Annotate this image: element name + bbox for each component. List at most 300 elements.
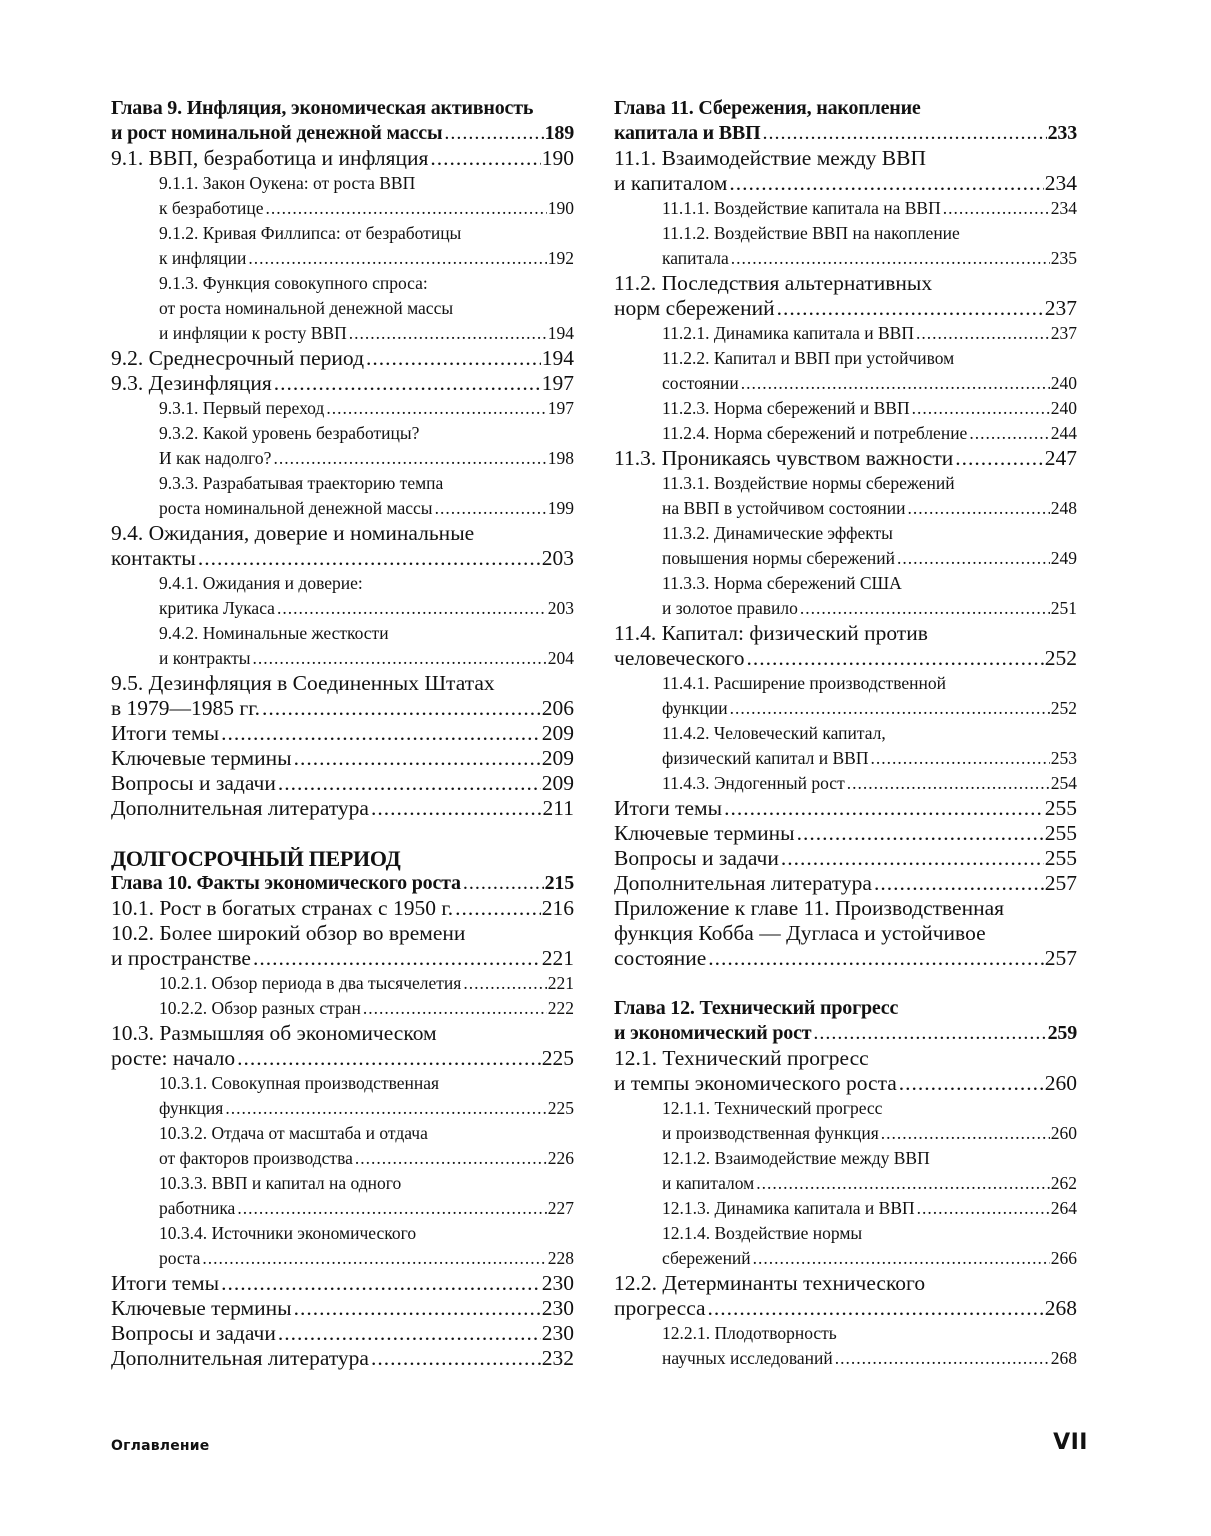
dot-leader bbox=[277, 596, 547, 621]
toc-entry-line bbox=[662, 371, 1077, 396]
toc-page-number: 204 bbox=[547, 648, 574, 668]
toc-entry-line bbox=[662, 1246, 1077, 1271]
toc-entry-title: Вопросы и задачи bbox=[111, 1321, 276, 1345]
toc-entry-title: норм сбережений bbox=[614, 296, 775, 320]
toc-entry-title: контакты bbox=[111, 546, 196, 570]
toc-entry-line bbox=[614, 1021, 1077, 1046]
toc-page-number: 228 bbox=[547, 1248, 574, 1268]
toc-page-number: 254 bbox=[1050, 773, 1077, 793]
toc-entry-line bbox=[159, 496, 574, 521]
toc-entry-title-line: 11.1. Взаимодействие между ВВП bbox=[614, 146, 926, 170]
toc-entry-title: 11.2.4. Норма сбережений и потребление bbox=[662, 423, 968, 443]
dot-leader bbox=[916, 321, 1050, 346]
toc-section-entry[interactable] bbox=[111, 146, 574, 171]
toc-page-number: 225 bbox=[547, 1098, 574, 1118]
dot-leader bbox=[955, 446, 1044, 471]
toc-subsection-entry[interactable] bbox=[614, 1196, 1077, 1221]
toc-chapter-entry[interactable] bbox=[614, 96, 1077, 146]
toc-entry-title-line: 10.2. Более широкий обзор во времени bbox=[111, 921, 466, 945]
toc-page-number: 255 bbox=[1044, 846, 1077, 870]
toc-entry-line bbox=[159, 1096, 574, 1121]
footer-label: Оглавление bbox=[111, 1438, 210, 1454]
toc-entry-line bbox=[614, 946, 1077, 971]
dot-leader bbox=[430, 146, 540, 171]
toc-entry-title-line: 12.2.1. Плодотворность bbox=[662, 1323, 837, 1343]
toc-entry-line bbox=[159, 1246, 574, 1271]
toc-page-number: 262 bbox=[1050, 1173, 1077, 1193]
toc-page-number: 227 bbox=[547, 1198, 574, 1218]
toc-entry-line bbox=[111, 371, 574, 396]
toc-entry-title-line: 12.1.2. Взаимодействие между ВВП bbox=[662, 1148, 930, 1168]
toc-entry-title: 10.1. Рост в богатых странах с 1950 г. bbox=[111, 896, 454, 920]
toc-subsection-entry[interactable] bbox=[111, 1071, 574, 1121]
toc-section-entry[interactable] bbox=[614, 1271, 1077, 1321]
toc-entry-line bbox=[111, 346, 574, 371]
toc-entry-title-line: 10.3. Размышляя об экономическом bbox=[111, 1021, 437, 1045]
toc-subsection-entry[interactable] bbox=[614, 521, 1077, 571]
dot-leader bbox=[463, 871, 544, 896]
toc-page-number: 211 bbox=[542, 796, 574, 820]
toc-entry-title: и производственная функция bbox=[662, 1123, 879, 1143]
toc-page-number: 237 bbox=[1050, 323, 1077, 343]
dot-leader bbox=[777, 296, 1044, 321]
toc-page-number: 199 bbox=[547, 498, 574, 518]
toc-page-number: 198 bbox=[547, 448, 574, 468]
toc-entry-title: Дополнительная литература bbox=[111, 796, 369, 820]
toc-subsection-entry[interactable] bbox=[614, 1221, 1077, 1271]
toc-entry-title: и контракты bbox=[159, 648, 251, 668]
toc-entry-title-line: 9.3.3. Разрабатывая траекторию темпа bbox=[159, 473, 444, 493]
toc-section-entry[interactable] bbox=[111, 796, 574, 821]
toc-entry-title: 12.1.3. Динамика капитала и ВВП bbox=[662, 1198, 915, 1218]
dot-leader bbox=[435, 496, 547, 521]
dot-leader bbox=[248, 246, 546, 271]
toc-chapter-entry[interactable] bbox=[111, 96, 574, 146]
toc-entry-line bbox=[614, 846, 1077, 871]
dot-leader bbox=[870, 746, 1049, 771]
toc-subsection-entry[interactable] bbox=[111, 221, 574, 271]
toc-entry-title: 11.2.3. Норма сбережений и ВВП bbox=[662, 398, 910, 418]
toc-entry-title-line: 11.3.3. Норма сбережений США bbox=[662, 573, 902, 593]
toc-entry-title-line: 9.4.2. Номинальные жесткости bbox=[159, 623, 389, 643]
dot-leader bbox=[708, 946, 1043, 971]
toc-subsection-entry[interactable] bbox=[614, 671, 1077, 721]
dot-leader bbox=[444, 121, 543, 146]
toc-entry-line bbox=[614, 296, 1077, 321]
dot-leader bbox=[753, 1246, 1050, 1271]
toc-subsection-entry[interactable] bbox=[614, 346, 1077, 396]
toc-entry-title: Вопросы и задачи bbox=[111, 771, 276, 795]
toc-section-entry[interactable] bbox=[614, 621, 1077, 671]
toc-page-number: 197 bbox=[541, 371, 574, 395]
toc-section-entry[interactable] bbox=[111, 1271, 574, 1296]
toc-entry-title-line: 10.3.2. Отдача от масштаба и отдача bbox=[159, 1123, 428, 1143]
dot-leader bbox=[746, 646, 1043, 671]
toc-subsection-entry[interactable] bbox=[614, 471, 1077, 521]
dot-leader bbox=[874, 871, 1044, 896]
toc-subsection-entry[interactable] bbox=[111, 996, 574, 1021]
dot-leader bbox=[273, 446, 546, 471]
toc-page-number: 215 bbox=[544, 872, 574, 894]
toc-section-entry[interactable] bbox=[614, 146, 1077, 196]
dot-leader bbox=[907, 496, 1049, 521]
toc-subsection-entry[interactable] bbox=[111, 1121, 574, 1171]
toc-page-number: 268 bbox=[1044, 1296, 1077, 1320]
toc-entry-line bbox=[614, 171, 1077, 196]
toc-entry-line bbox=[111, 746, 574, 771]
toc-entry-title: Ключевые термины bbox=[111, 746, 292, 770]
toc-page-number: 225 bbox=[541, 1046, 574, 1070]
toc-entry-title-line: Приложение к главе 11. Производственная bbox=[614, 896, 1005, 920]
toc-section-entry[interactable] bbox=[614, 871, 1077, 896]
toc-chapter-entry[interactable] bbox=[614, 996, 1077, 1046]
dot-leader bbox=[455, 896, 541, 921]
toc-entry-title-line: 11.3.2. Динамические эффекты bbox=[662, 523, 893, 543]
toc-page-number: 203 bbox=[547, 598, 574, 618]
toc-page-number: 235 bbox=[1050, 248, 1077, 268]
toc-entry-line bbox=[111, 946, 574, 971]
toc-entry-title: Вопросы и задачи bbox=[614, 846, 779, 870]
dot-leader bbox=[881, 1121, 1050, 1146]
toc-section-entry[interactable] bbox=[111, 671, 574, 721]
toc-entry-line bbox=[111, 1271, 574, 1296]
toc-entry-title: Итоги темы bbox=[111, 1271, 220, 1295]
toc-entry-title: и золотое правило bbox=[662, 598, 798, 618]
toc-entry-line bbox=[159, 1196, 574, 1221]
toc-subsection-entry[interactable] bbox=[614, 1321, 1077, 1371]
toc-section-entry[interactable] bbox=[614, 821, 1077, 846]
toc-entry-title: и инфляции к росту ВВП bbox=[159, 323, 347, 343]
toc-subsection-entry[interactable] bbox=[111, 421, 574, 471]
toc-page-number: 209 bbox=[541, 746, 574, 770]
toc-entry-line bbox=[662, 596, 1077, 621]
toc-entry-line bbox=[662, 696, 1077, 721]
toc-entry-line bbox=[662, 1196, 1077, 1221]
toc-entry-title: и экономический рост bbox=[614, 1022, 812, 1044]
toc-subsection-entry[interactable] bbox=[614, 721, 1077, 771]
toc-page-number: 259 bbox=[1047, 1022, 1077, 1044]
dot-leader bbox=[253, 646, 547, 671]
toc-entry-line bbox=[159, 196, 574, 221]
toc-page-number: 233 bbox=[1047, 122, 1077, 144]
toc-entry-title: роста bbox=[159, 1248, 201, 1268]
dot-leader bbox=[800, 596, 1050, 621]
toc-subsection-entry[interactable] bbox=[614, 396, 1077, 421]
dot-leader bbox=[917, 1196, 1050, 1221]
dot-leader bbox=[371, 796, 542, 821]
toc-entry-line bbox=[662, 746, 1077, 771]
toc-page-number: 244 bbox=[1050, 423, 1077, 443]
toc-entry-line bbox=[111, 546, 574, 571]
toc-entry-title-line: 12.1. Технический прогресс bbox=[614, 1046, 869, 1070]
toc-subsection-entry[interactable] bbox=[614, 1096, 1077, 1146]
toc-entry-title: Ключевые термины bbox=[111, 1296, 292, 1320]
toc-subsection-entry[interactable] bbox=[111, 1171, 574, 1221]
toc-entry-line bbox=[662, 771, 1077, 796]
toc-subsection-entry[interactable] bbox=[111, 571, 574, 621]
dot-leader bbox=[366, 346, 541, 371]
toc-section-entry[interactable] bbox=[111, 1346, 574, 1371]
toc-entry-title-line: 9.1.1. Закон Оукена: от роста ВВП bbox=[159, 173, 416, 193]
toc-subsection-entry[interactable] bbox=[614, 221, 1077, 271]
toc-entry-line bbox=[159, 1146, 574, 1171]
toc-page-number: 206 bbox=[541, 696, 574, 720]
toc-entry-title-line: Глава 12. Технический прогресс bbox=[614, 997, 899, 1019]
toc-entry-title-line: 9.5. Дезинфляция в Соединенных Штатах bbox=[111, 671, 495, 695]
toc-entry-title: функции bbox=[662, 698, 728, 718]
toc-page-number: 197 bbox=[547, 398, 574, 418]
toc-entry-title: 11.1.1. Воздействие капитала на ВВП bbox=[662, 198, 941, 218]
dot-leader bbox=[355, 1146, 547, 1171]
toc-entry-line bbox=[662, 246, 1077, 271]
toc-subsection-entry[interactable] bbox=[111, 971, 574, 996]
toc-entry-line bbox=[111, 1046, 574, 1071]
toc-section-entry[interactable] bbox=[111, 746, 574, 771]
toc-entry-title: Ключевые термины bbox=[614, 821, 795, 845]
toc-page-number: 266 bbox=[1050, 1248, 1077, 1268]
dot-leader bbox=[253, 946, 541, 971]
toc-page-number: 230 bbox=[541, 1271, 574, 1295]
toc-page-number: 216 bbox=[541, 896, 574, 920]
toc-section-entry[interactable] bbox=[614, 846, 1077, 871]
toc-entry-title: 10.2.2. Обзор разных стран bbox=[159, 998, 361, 1018]
dot-leader bbox=[225, 1096, 546, 1121]
toc-entry-line bbox=[662, 546, 1077, 571]
part-heading: ДОЛГОСРОЧНЫЙ ПЕРИОД bbox=[111, 846, 401, 871]
toc-subsection-entry[interactable] bbox=[614, 321, 1077, 346]
dot-leader bbox=[708, 1296, 1044, 1321]
toc-subsection-entry[interactable] bbox=[111, 271, 574, 346]
toc-entry-title: и капиталом bbox=[614, 171, 728, 195]
toc-section-entry[interactable] bbox=[111, 896, 574, 921]
toc-section-entry[interactable] bbox=[111, 1021, 574, 1071]
toc-subsection-entry[interactable] bbox=[111, 471, 574, 521]
toc-page-number: 189 bbox=[544, 122, 574, 144]
toc-page-number: 260 bbox=[1050, 1123, 1077, 1143]
toc-subsection-entry[interactable] bbox=[614, 571, 1077, 621]
toc-entry-line bbox=[159, 996, 574, 1021]
toc-entry-title: повышения нормы сбережений bbox=[662, 548, 896, 568]
toc-entry-line bbox=[159, 971, 574, 996]
toc-entry-line bbox=[662, 496, 1077, 521]
toc-entry-title: 11.4.3. Эндогенный рост bbox=[662, 773, 845, 793]
toc-entry-title: 9.1. ВВП, безработица и инфляция bbox=[111, 146, 429, 170]
toc-entry-title: и рост номинальной денежной массы bbox=[111, 122, 443, 144]
dot-leader bbox=[847, 771, 1050, 796]
toc-section-entry[interactable] bbox=[111, 371, 574, 396]
toc-page-number: 257 bbox=[1044, 946, 1077, 970]
toc-entry-line bbox=[159, 246, 574, 271]
dot-leader bbox=[797, 821, 1044, 846]
toc-entry-title: росте: начало bbox=[111, 1046, 236, 1070]
dot-leader bbox=[326, 396, 546, 421]
toc-entry-line bbox=[614, 1296, 1077, 1321]
toc-entry-title: от факторов производства bbox=[159, 1148, 353, 1168]
toc-subsection-entry[interactable] bbox=[111, 1221, 574, 1271]
toc-page-number: 251 bbox=[1050, 598, 1077, 618]
toc-chapter-entry[interactable] bbox=[111, 871, 574, 896]
dot-leader bbox=[278, 1321, 541, 1346]
toc-entry-title: физический капитал и ВВП bbox=[662, 748, 869, 768]
toc-page-number: 255 bbox=[1044, 821, 1077, 845]
toc-entry-line bbox=[111, 146, 574, 171]
dot-leader bbox=[756, 1171, 1049, 1196]
toc-entry-title-line: от роста номинальной денежной массы bbox=[159, 298, 454, 318]
toc-entry-title-line: 11.4.2. Человеческий капитал, bbox=[662, 723, 886, 743]
toc-entry-title: и темпы экономического роста bbox=[614, 1071, 897, 1095]
toc-section-entry[interactable] bbox=[111, 521, 574, 571]
toc-section-entry[interactable] bbox=[614, 271, 1077, 321]
toc-subsection-entry[interactable] bbox=[614, 771, 1077, 796]
toc-entry-title-line: 11.2.2. Капитал и ВВП при устойчивом bbox=[662, 348, 955, 368]
toc-entry-line bbox=[662, 321, 1077, 346]
toc-entry-title: 11.2.1. Динамика капитала и ВВП bbox=[662, 323, 914, 343]
toc-entry-title: человеческого bbox=[614, 646, 745, 670]
dot-leader bbox=[897, 546, 1050, 571]
toc-entry-line bbox=[662, 396, 1077, 421]
toc-subsection-entry[interactable] bbox=[614, 196, 1077, 221]
toc-page-number: 237 bbox=[1044, 296, 1077, 320]
dot-leader bbox=[371, 1346, 541, 1371]
toc-section-entry[interactable] bbox=[614, 446, 1077, 471]
toc-entry-line bbox=[111, 871, 574, 896]
toc-entry-title: и пространстве bbox=[111, 946, 251, 970]
toc-entry-title-line: 12.1.1. Технический прогресс bbox=[662, 1098, 883, 1118]
toc-section-entry[interactable] bbox=[111, 1296, 574, 1321]
dot-leader bbox=[221, 1271, 541, 1296]
toc-page-number: 268 bbox=[1050, 1348, 1077, 1368]
toc-entry-title-line: 10.3.4. Источники экономического bbox=[159, 1223, 417, 1243]
toc-entry-line bbox=[614, 821, 1077, 846]
toc-section-entry[interactable] bbox=[111, 346, 574, 371]
toc-entry-title-line: 11.2. Последствия альтернативных bbox=[614, 271, 933, 295]
dot-leader bbox=[912, 396, 1050, 421]
toc-entry-line bbox=[662, 196, 1077, 221]
toc-entry-title: состоянии bbox=[662, 373, 739, 393]
toc-page-number: 209 bbox=[541, 771, 574, 795]
toc-page-number: 234 bbox=[1050, 198, 1077, 218]
toc-page-number: 194 bbox=[547, 323, 574, 343]
dot-leader bbox=[294, 1296, 541, 1321]
toc-entry-line bbox=[111, 896, 574, 921]
toc-entry-title-line: 9.1.2. Кривая Филлипса: от безработицы bbox=[159, 223, 462, 243]
toc-entry-title: 9.3.1. Первый переход bbox=[159, 398, 325, 418]
dot-leader bbox=[762, 121, 1046, 146]
toc-entry-title: 11.3. Проникаясь чувством важности bbox=[614, 446, 954, 470]
toc-page-number: 240 bbox=[1050, 373, 1077, 393]
toc-entry-line bbox=[111, 721, 574, 746]
toc-page-number: 252 bbox=[1050, 698, 1077, 718]
toc-entry-title: роста номинальной денежной массы bbox=[159, 498, 433, 518]
toc-subsection-entry[interactable] bbox=[614, 1146, 1077, 1196]
footer-page-number: VII bbox=[1053, 1430, 1088, 1455]
toc-entry-line bbox=[111, 796, 574, 821]
toc-entry-line bbox=[614, 1071, 1077, 1096]
toc-entry-title: критика Лукаса bbox=[159, 598, 275, 618]
toc-section-entry[interactable] bbox=[111, 1321, 574, 1346]
dot-leader bbox=[202, 1246, 546, 1271]
toc-entry-title: к безработице bbox=[159, 198, 264, 218]
toc-entry-line bbox=[614, 446, 1077, 471]
toc-page-number: 203 bbox=[541, 546, 574, 570]
toc-page-number: 190 bbox=[541, 146, 574, 170]
toc-section-entry[interactable] bbox=[111, 721, 574, 746]
toc-page-number: 234 bbox=[1044, 171, 1077, 195]
toc-entry-line bbox=[159, 446, 574, 471]
toc-section-entry[interactable] bbox=[614, 1046, 1077, 1096]
toc-entry-title-line: 10.3.1. Совокупная производственная bbox=[159, 1073, 440, 1093]
toc-page-number: 257 bbox=[1044, 871, 1077, 895]
toc-entry-line bbox=[159, 646, 574, 671]
dot-leader bbox=[781, 846, 1044, 871]
toc-subsection-entry[interactable] bbox=[111, 396, 574, 421]
toc-entry-line bbox=[111, 1296, 574, 1321]
toc-entry-title: 9.2. Среднесрочный период bbox=[111, 346, 365, 370]
toc-entry-line bbox=[662, 1121, 1077, 1146]
toc-section-entry[interactable] bbox=[111, 771, 574, 796]
toc-subsection-entry[interactable] bbox=[111, 621, 574, 671]
toc-entry-title: работника bbox=[159, 1198, 236, 1218]
toc-page-number: 255 bbox=[1044, 796, 1077, 820]
toc-entry-line bbox=[159, 596, 574, 621]
toc-entry-title-line: 9.3.2. Какой уровень безработицы? bbox=[159, 423, 420, 443]
toc-page-number: 226 bbox=[547, 1148, 574, 1168]
dot-leader bbox=[278, 771, 541, 796]
toc-entry-title-line: 12.2. Детерминанты технического bbox=[614, 1271, 926, 1295]
toc-section-entry[interactable] bbox=[614, 796, 1077, 821]
dot-leader bbox=[349, 321, 547, 346]
toc-entry-title: капитала bbox=[662, 248, 729, 268]
toc-entry-line bbox=[614, 796, 1077, 821]
toc-entry-title-line: 9.4. Ожидания, доверие и номинальные bbox=[111, 521, 475, 545]
toc-entry-title: к инфляции bbox=[159, 248, 247, 268]
toc-entry-line bbox=[111, 1346, 574, 1371]
toc-entry-title: на ВВП в устойчивом состоянии bbox=[662, 498, 906, 518]
dot-leader bbox=[724, 796, 1044, 821]
toc-section-entry[interactable] bbox=[614, 896, 1077, 971]
toc-entry-title: и капиталом bbox=[662, 1173, 755, 1193]
toc-entry-title-line: Глава 9. Инфляция, экономическая активность bbox=[111, 97, 534, 119]
toc-entry-title-line: Глава 11. Сбережения, накопление bbox=[614, 97, 921, 119]
toc-entry-title: функция bbox=[159, 1098, 224, 1118]
toc-page-number: 230 bbox=[541, 1321, 574, 1345]
toc-subsection-entry[interactable] bbox=[614, 421, 1077, 446]
toc-entry-title-line: 10.3.3. ВВП и капитал на одного bbox=[159, 1173, 402, 1193]
dot-leader bbox=[221, 721, 541, 746]
toc-entry-line bbox=[662, 421, 1077, 446]
dot-leader bbox=[266, 196, 547, 221]
toc-entry-title: Глава 10. Факты экономического роста bbox=[111, 872, 461, 894]
dot-leader bbox=[237, 1196, 546, 1221]
toc-page-number: 209 bbox=[541, 721, 574, 745]
toc-entry-line bbox=[111, 1321, 574, 1346]
dot-leader bbox=[731, 246, 1050, 271]
toc-entry-title: Дополнительная литература bbox=[111, 1346, 369, 1370]
dot-leader bbox=[813, 1021, 1046, 1046]
toc-page-number: 232 bbox=[541, 1346, 574, 1370]
dot-leader bbox=[835, 1346, 1050, 1371]
toc-entry-line bbox=[111, 121, 574, 146]
toc-section-entry[interactable] bbox=[111, 921, 574, 971]
dot-leader bbox=[198, 546, 541, 571]
dot-leader bbox=[969, 421, 1049, 446]
dot-leader bbox=[730, 696, 1050, 721]
toc-entry-title: 9.3. Дезинфляция bbox=[111, 371, 272, 395]
toc-entry-line bbox=[159, 321, 574, 346]
toc-right-column bbox=[614, 96, 1077, 1371]
toc-subsection-entry[interactable] bbox=[111, 171, 574, 221]
toc-entry-title: прогресса bbox=[614, 1296, 706, 1320]
